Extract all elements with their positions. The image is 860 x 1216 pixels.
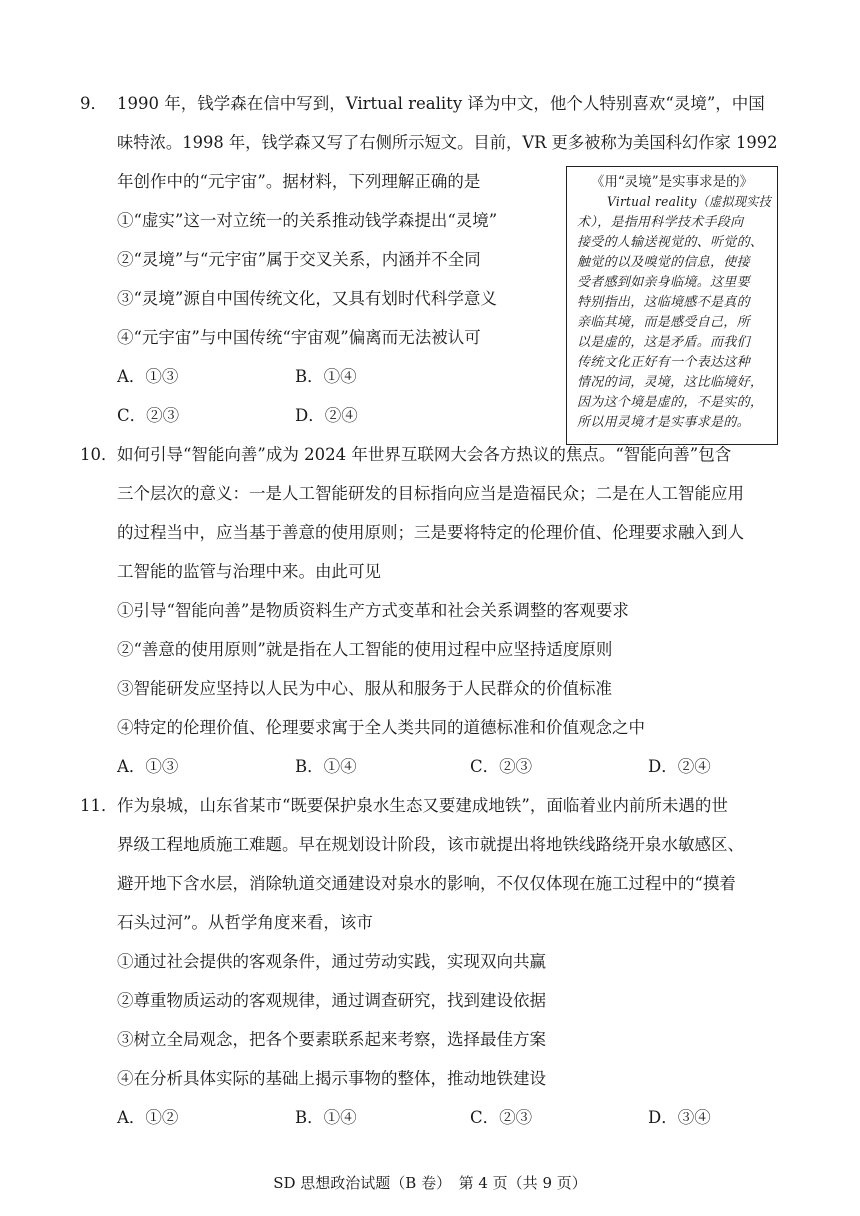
option-a: A．①③ xyxy=(117,367,179,386)
option-b: B．①④ xyxy=(295,757,357,776)
stem-line: 的过程当中，应当基于善意的使用原则；三是要将特定的伦理价值、伦理要求融入到人 xyxy=(117,523,744,542)
statement: ④“元宇宙”与中国传统“宇宙观”偏离而无法被认可 xyxy=(117,328,481,347)
statement: ③“灵境”源自中国传统文化，又具有划时代科学意义 xyxy=(117,289,497,308)
quote-line: 传统文化正好有一个表达这种 xyxy=(577,355,750,370)
option-d: D．③④ xyxy=(648,1108,711,1127)
statement: ③树立全局观念，把各个要素联系起来考察，选择最佳方案 xyxy=(117,1030,546,1049)
option-b: B．①④ xyxy=(295,367,357,386)
stem-line: 石头过河”。从哲学角度来看，该市 xyxy=(117,913,373,932)
stem-line: 工智能的监管与治理中来。由此可见 xyxy=(117,562,381,581)
statement: ④在分析具体实际的基础上揭示事物的整体，推动地铁建设 xyxy=(117,1069,546,1088)
statement: ①“虚实”这一对立统一的关系推动钱学森提出“灵境” xyxy=(117,211,498,230)
option-c: C．②③ xyxy=(470,1108,533,1127)
option-d: D．②④ xyxy=(648,757,711,776)
statement: ②“善意的使用原则”就是指在人工智能的使用过程中应坚持适度原则 xyxy=(117,640,613,659)
stem-line: 年创作中的“元宇宙”。据材料，下列理解正确的是 xyxy=(117,172,481,191)
quote-line: 特别指出，这临境感不是真的 xyxy=(577,295,750,310)
quote-line: 所以用灵境才是实事求是的。 xyxy=(577,415,750,430)
quote-line: 接受的人输送视觉的、听觉的、 xyxy=(577,235,764,250)
statement: ②尊重物质运动的客观规律，通过调查研究，找到建设依据 xyxy=(117,991,546,1010)
quote-line: 术），是指用科学技术手段向 xyxy=(577,215,744,230)
option-a: A．①② xyxy=(117,1108,179,1127)
quote-line: 因为这个境是虚的，不是实的， xyxy=(577,395,764,410)
quote-box-title: 《用“灵境”是实事求是的》 xyxy=(590,174,754,190)
question-number: 10． xyxy=(80,445,118,464)
statement: ④特定的伦理价值、伦理要求寓于全人类共同的道德标准和价值观念之中 xyxy=(117,718,645,737)
stem-line: 作为泉城，山东省某市“既要保护泉水生态又要建成地铁”，面临着业内前所未遇的世 xyxy=(117,796,728,815)
option-b: B．①④ xyxy=(295,1108,357,1127)
option-c: C．②③ xyxy=(470,757,533,776)
option-d: D．②④ xyxy=(295,406,358,425)
stem-line: 如何引导“智能向善”成为 2024 年世界互联网大会各方热议的焦点。“智能向善”包含 xyxy=(117,445,732,464)
quote-line: 亲临其境，而是感受自己，所 xyxy=(577,315,750,330)
stem-line: 味特浓。1998 年，钱学森又写了右侧所示短文。目前，VR 更多被称为美国科幻作家 1992 xyxy=(117,133,778,152)
quote-line: 触觉的以及嗅觉的信息，使接 xyxy=(577,255,750,270)
quote-line: 情况的词，灵境，这比临境好， xyxy=(577,375,764,390)
quote-line: Virtual reality（虚拟现实技 xyxy=(607,195,772,210)
page-footer: SD 思想政治试题（B 卷） 第 4 页（共 9 页） xyxy=(273,1174,587,1192)
quote-line: 受者感到如亲身临境。这里要 xyxy=(577,275,750,290)
stem-line: 避开地下含水层，消除轨道交通建设对泉水的影响，不仅仅体现在施工过程中的“摸着 xyxy=(117,874,736,893)
statement: ②“灵境”与“元宇宙”属于交叉关系，内涵并不全同 xyxy=(117,250,481,269)
stem-line: 三个层次的意义：一是人工智能研发的目标指向应当是造福民众；二是在人工智能应用 xyxy=(117,484,744,503)
option-a: A．①③ xyxy=(117,757,179,776)
stem-line: 1990 年，钱学森在信中写到，Virtual reality 译为中文，他个人特别喜欢“灵境”，中国 xyxy=(117,94,765,113)
stem-line: 界级工程地质施工难题。早在规划设计阶段，该市就提出将地铁线路绕开泉水敏感区、 xyxy=(117,835,744,854)
statement: ③智能研发应坚持以人民为中心、服从和服务于人民群众的价值标准 xyxy=(117,679,612,698)
quote-line: 以是虚的，这是矛盾。而我们 xyxy=(577,335,750,350)
question-number: 11． xyxy=(80,796,118,815)
statement: ①引导“智能向善”是物质资料生产方式变革和社会关系调整的客观要求 xyxy=(117,601,629,620)
option-c: C．②③ xyxy=(117,406,180,425)
quote-box xyxy=(566,166,778,445)
question-number: 9． xyxy=(80,94,107,113)
statement: ①通过社会提供的客观条件，通过劳动实践，实现双向共赢 xyxy=(117,952,546,971)
